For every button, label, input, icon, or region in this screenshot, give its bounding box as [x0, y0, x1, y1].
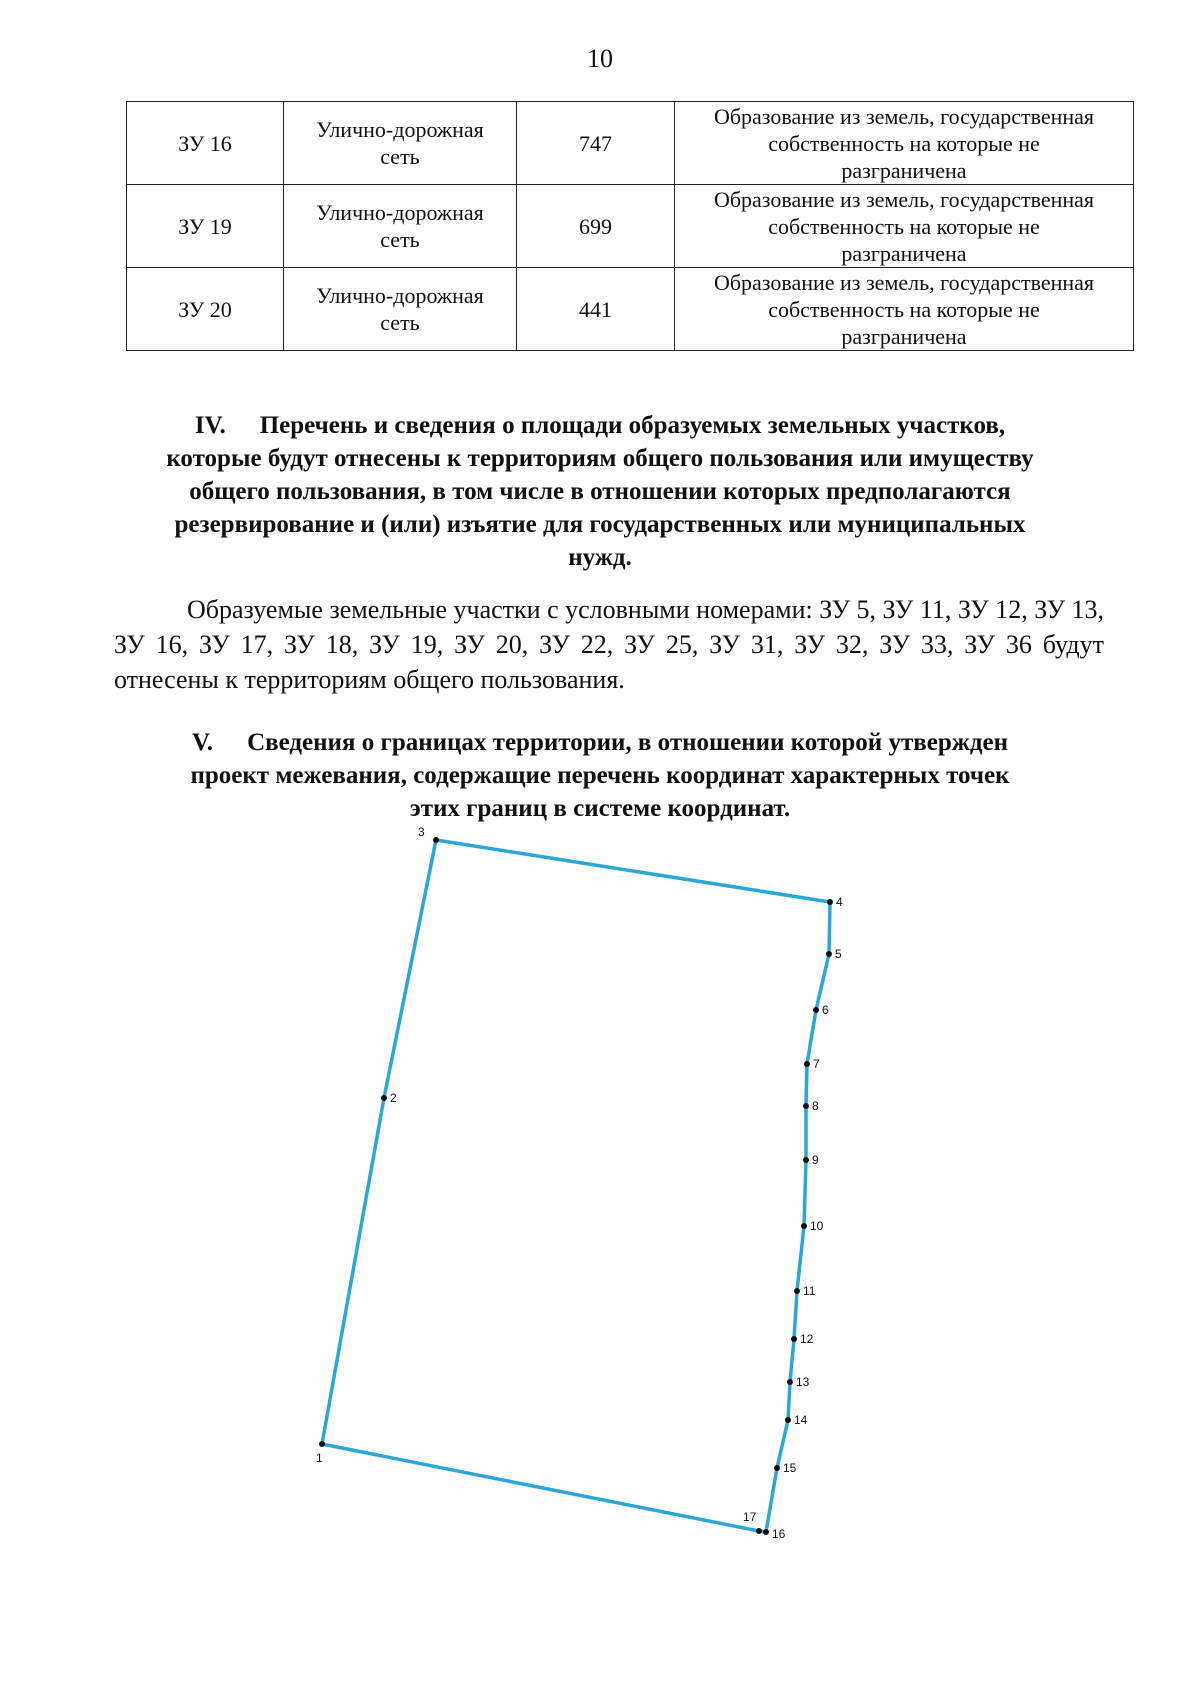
- page-number: 10: [587, 44, 613, 73]
- parcel-note: [675, 185, 1134, 268]
- parcel-note-line: Образование из земель, государственная: [713, 186, 1095, 212]
- parcel-use-line: сеть: [380, 227, 420, 252]
- heading-line: этих границ в системе координат.: [409, 795, 791, 822]
- table-row: [127, 102, 1134, 185]
- boundary-point-label: 13: [796, 1375, 810, 1389]
- parcel-use-line: Улично-дорожная: [316, 200, 484, 225]
- section-5-heading: [100, 726, 1100, 825]
- parcel-note-line: разграничена: [841, 323, 967, 349]
- boundary-point-label: 9: [812, 1153, 819, 1167]
- boundary-point-6: [813, 1007, 819, 1013]
- heading-line: нужд.: [568, 544, 632, 571]
- boundary-point-label: 5: [835, 947, 842, 961]
- boundary-point-10: [801, 1223, 807, 1229]
- boundary-point-label: 1: [316, 1451, 323, 1465]
- heading-line: которые будут отнесены к территориям общего пользования или имуществу: [166, 445, 1034, 472]
- boundary-point-label: 15: [783, 1461, 797, 1475]
- heading-line: Перечень и сведения о площади образуемых земельных участков,: [259, 412, 1006, 439]
- boundary-point-label: 16: [772, 1527, 786, 1541]
- boundary-points: [316, 825, 843, 1541]
- boundary-point-11: [794, 1288, 800, 1294]
- boundary-point-label: 8: [812, 1099, 819, 1113]
- parcel-use-line: сеть: [380, 144, 420, 169]
- boundary-point-label: 17: [743, 1510, 757, 1524]
- boundary-point-label: 7: [813, 1057, 820, 1071]
- parcel-use: [284, 185, 517, 268]
- heading-line: общего пользования, в том числе в отношении которых предполагаются: [189, 478, 1011, 505]
- boundary-point-16: [763, 1529, 769, 1535]
- boundary-point-1: [319, 1441, 325, 1447]
- boundary-point-5: [826, 951, 832, 957]
- boundary-point-13: [787, 1379, 793, 1385]
- boundary-point-label: 10: [810, 1219, 824, 1233]
- parcel-note-line: собственность на которые не: [768, 213, 1040, 239]
- table-row: [127, 268, 1134, 351]
- parcel-note-line: разграничена: [841, 157, 967, 183]
- parcel-note: [675, 102, 1134, 185]
- parcel-note-line: собственность на которые не: [768, 296, 1040, 322]
- heading-line: резервирование и (или) изъятие для государственных или муниципальных: [174, 511, 1026, 538]
- parcel-id: ЗУ 19: [127, 185, 284, 268]
- boundary-point-9: [803, 1157, 809, 1163]
- parcel-id: ЗУ 16: [127, 102, 284, 185]
- boundary-point-label: 6: [822, 1003, 829, 1017]
- parcel-note-line: разграничена: [841, 240, 967, 266]
- parcel-area: 747: [517, 102, 675, 185]
- boundary-point-label: 3: [418, 825, 425, 839]
- parcels-table: [126, 101, 1134, 351]
- boundary-point-4: [827, 899, 833, 905]
- parcel-use-line: Улично-дорожная: [316, 117, 484, 142]
- boundary-scheme: [280, 820, 920, 1640]
- section-number: V.: [191, 729, 214, 756]
- boundary-point-7: [804, 1061, 810, 1067]
- parcel-area: 441: [517, 268, 675, 351]
- parcel-note-line: Образование из земель, государственная: [713, 269, 1095, 295]
- boundary-point-15: [774, 1465, 780, 1471]
- parcel-use-line: сеть: [380, 310, 420, 335]
- boundary-point-label: 4: [836, 895, 843, 909]
- boundary-point-label: 11: [803, 1284, 816, 1298]
- parcel-use: [284, 102, 517, 185]
- parcel-use-line: Улично-дорожная: [316, 283, 484, 308]
- boundary-point-17: [756, 1528, 762, 1534]
- boundary-point-14: [785, 1417, 791, 1423]
- boundary-point-2: [381, 1095, 387, 1101]
- boundary-point-3: [433, 837, 439, 843]
- parcel-note-line: собственность на которые не: [768, 130, 1040, 156]
- table-row: [127, 185, 1134, 268]
- heading-line: проект межевания, содержащие перечень координат характерных точек: [190, 762, 1010, 789]
- parcel-note: [675, 268, 1134, 351]
- parcel-note-line: Образование из земель, государственная: [713, 103, 1095, 129]
- heading-line: Сведения о границах территории, в отношении которой утвержден: [247, 729, 1009, 756]
- boundary-point-label: 14: [794, 1413, 808, 1427]
- boundary-point-label: 12: [800, 1332, 814, 1346]
- parcel-id: ЗУ 20: [127, 268, 284, 351]
- parcel-area: 699: [517, 185, 675, 268]
- boundary-point-8: [803, 1103, 809, 1109]
- section-4-paragraph: Образуемые земельные участки с условными номерами: ЗУ 5, ЗУ 11, ЗУ 12, ЗУ 13, ЗУ 16, ЗУ 17, ЗУ 18, ЗУ 19, ЗУ 20, ЗУ 22, ЗУ 25, ЗУ 31, ЗУ 32, ЗУ 33, ЗУ 36 будут отнесены к территориям общего пользования.: [114, 595, 1104, 694]
- boundary-polygon: [322, 840, 830, 1532]
- boundary-point-12: [791, 1336, 797, 1342]
- section-number: IV.: [194, 412, 226, 439]
- section-4-heading: [100, 409, 1100, 574]
- boundary-point-label: 2: [390, 1091, 397, 1105]
- parcel-use: [284, 268, 517, 351]
